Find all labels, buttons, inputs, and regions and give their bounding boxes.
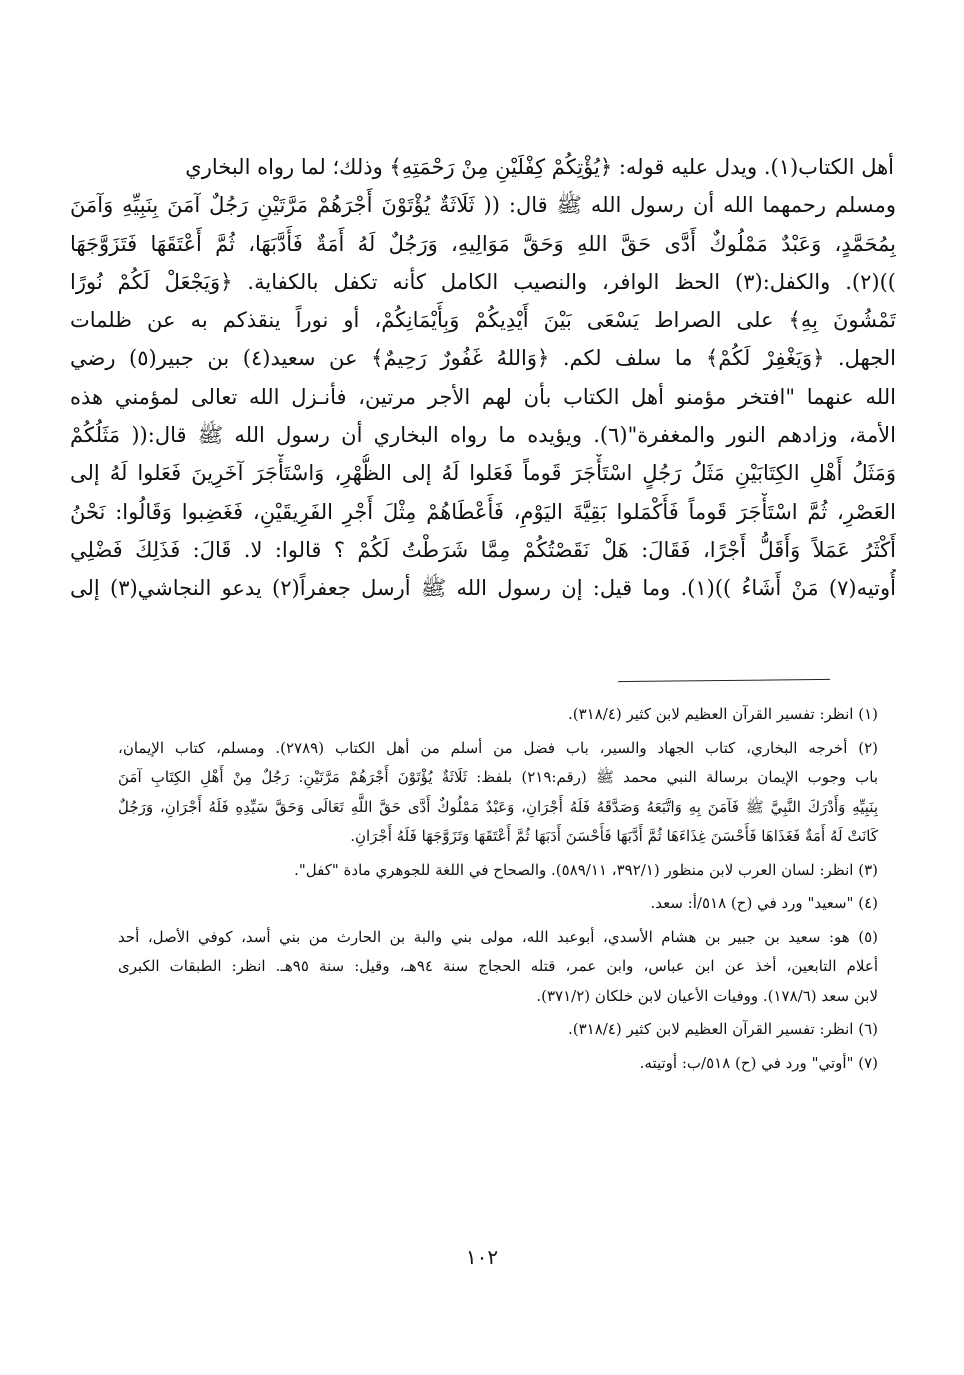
- text-line: تَمْشُونَ بِهِ﴾ على الصراط يَسْعَى بَيْنَ أَيْدِيكُمْ وَبِأَيْمَانِكُمْ، أو نوراً ينقذكم به عن ظلمات: [70, 308, 896, 333]
- footnote-1: [118, 700, 878, 730]
- footnote-line: (٧) "أوتي" ورد في (ح) ٥١٨/ب: أوتيته.: [639, 1053, 878, 1072]
- text-line: الجهل. ﴿وَيَغْفِرْ لَكُمْ﴾ ما سلف لكم. ﴿وَاللهُ غَفُورٌ رَحِيمٌ﴾ عن سعيد(٤) بن جبير(٥) رضي: [70, 346, 896, 371]
- text-line: أهل الكتاب(١). ويدل عليه قوله: ﴿يُؤْتِكُمْ كِفْلَيْنِ مِنْ رَحْمَتِهِ﴾ وذلك؛ لما رواه البخاري: [185, 155, 894, 179]
- footnote-line: باب وجوب الإيمان برسالة النبي محمد ﷺ (رقم:٢١٩) بلفظ: ثَلَاثَةٌ يُؤْتَوْنَ أَجْرَهُمْ مَرَّتَيْنِ: رَجُلٌ مِنْ أَهْلِ الكِتَابِ آمَنَ: [118, 768, 878, 786]
- footnote-line: بِنَبِيِّهِ وَأَدْرَكَ النَّبِيَّ ﷺ فَآمَنَ بِهِ وَاتَّبَعَهُ وَصَدَّقَهُ فَلَهُ أَجْرَانِ، وَعَبْدٌ مَمْلُوكٌ أَدَّى حَقَّ اللَّهِ تَعَالَى وَحَقَّ سَيِّدِهِ فَلَهُ أَجْرَانِ، وَرَجُلٌ: [118, 797, 878, 816]
- text-line: ))(٢). والكفل:(٣) الحظ الوافر، والنصيب الكامل كأنه تكفل بالكفاية. ﴿وَيَجْعَلْ لَكُمْ نُورًا: [70, 269, 896, 294]
- text-line: العَصْرِ، ثُمَّ اسْتَأْجَرَ قَوماً فَأَكْمَلوا بَقِيَّةَ اليَوْمِ، فَأَعْطَاهُمْ مِثْلَ أَجْرِ الفَرِيقَيْنِ، فَغَضِبوا وَقَالُوا: نَحْنُ: [70, 499, 896, 524]
- text-line: الله عنهما "افتخر مؤمنو أهل الكتاب بأن لهم الأجر مرتين، فأنـزل الله تعالى لمؤمني هذه: [70, 384, 896, 409]
- text-line: بِمُحَمَّدٍ، وَعَبْدٌ مَمْلُوكٌ أَدَّى حَقَّ اللهِ وَحَقَّ مَوَالِيهِ، وَرَجُلٌ لَهُ أَمَةٌ فَأَدَّبَهَا، ثُمَّ أَعْتَقَهَا فَتَزَوَّجَهَا: [70, 231, 896, 256]
- footnote-2: [118, 734, 878, 852]
- text-line: أُوتيه(٧) مَنْ أَشَاءُ ))(١). وما قيل: إن رسول الله ﷺ أرسل جعفراً(٢) يدعو النجاشي(٣) إلى: [70, 576, 896, 601]
- main-text: [70, 148, 896, 608]
- footnote-line: أعلام التابعين، أخذ عن ابن عباس، وابن عمر، قتله الحجاج سنة ٩٤هـ، وقيل: سنة ٩٥هـ. انظر: الطبقات الكبرى: [118, 957, 878, 975]
- text-line: وَمَثَلُ أَهْلِ الكِتَابَيْنِ مَثَلُ رَجُلٍ اسْتَأْجَرَ قَوماً فَعَلوا لَهُ إلى الظُّهْرِ، وَاسْتَأْجَرَ آخَرِينَ فَعَلوا لَهُ إلى: [70, 461, 896, 486]
- footnote-6: [118, 1015, 878, 1045]
- text-line: أَكْثَرُ عَمَلاً وَأَقَلُّ أَجْرًا، فَقَالَ: هَلْ نَقَصْتُكُمْ مِمَّا شَرَطْتُ لَكُمْ ؟ قالوا: لا. قَالَ: فَذَلِكَ فَضْلِي: [70, 537, 896, 562]
- footnote-line: (٦) انظر: تفسير القرآن العظيم لابن كثير (٣١٨/٤).: [567, 1020, 878, 1038]
- footnote-5: [118, 923, 878, 1012]
- footnote-line: (٥) هو: سعيد بن جبير بن هشام الأسدي، أبوعبد الله، مولى بني والبة بن الحارث من بني أسد، كوفي الأصل، أحد: [118, 927, 878, 946]
- footnote-line: (٣) انظر: لسان العرب لابن منظور (٣٩٢/١، ٥٨٩/١١). والصحاح في اللغة للجوهري مادة "كفل".: [294, 860, 878, 879]
- footnote-separator: [618, 679, 830, 682]
- footnote-7: [118, 1049, 878, 1079]
- footnote-line: (١) انظر: تفسير القرآن العظيم لابن كثير (٣١٨/٤).: [567, 705, 878, 723]
- text-line: ومسلم رحمهما الله أن رسول الله ﷺ قال: (( ثَلَاثَةٌ يُؤْتَوْنَ أَجْرَهُمْ مَرَّتَيْنِ رَجُلٌ آمَنَ بِنَبِيِّهِ وَآمَنَ: [70, 193, 896, 218]
- text-line: الأمة، وزادهم النور والمغفرة"(٦). ويؤيده ما رواه البخاري أن رسول الله ﷺ قال:(( مَثَلُكُمْ: [70, 423, 896, 448]
- footnote-line: (٢) أخرجه البخاري، كتاب الجهاد والسير، باب فضل من أسلم من أهل الكتاب (٢٧٨٩). ومسلم، كتاب الإيمان،: [118, 738, 878, 757]
- footnote-3: [118, 856, 878, 886]
- page-number: ١٠٢: [465, 1245, 499, 1269]
- footnote-line: كَانَتْ لَهُ أَمَةٌ فَغَذَاهَا فَأَحْسَنَ غِذَاءَهَا ثُمَّ أَدَّبَهَا فَأَحْسَنَ أَدَبَهَا ثُمَّ أَعْتَقَهَا وَتَزَوَّجَهَا فَلَهُ أَجْرَانِ.: [350, 827, 878, 845]
- footnotes: [118, 700, 878, 1082]
- footnote-line: (٤) "سعيد" ورد في (ح) ٥١٨/أ: سعد.: [650, 894, 878, 912]
- footnote-4: [118, 889, 878, 919]
- footnote-line: لابن سعد (١٧٨/٦). ووفيات الأعيان لابن خلكان (٣٧١/٢).: [536, 986, 878, 1005]
